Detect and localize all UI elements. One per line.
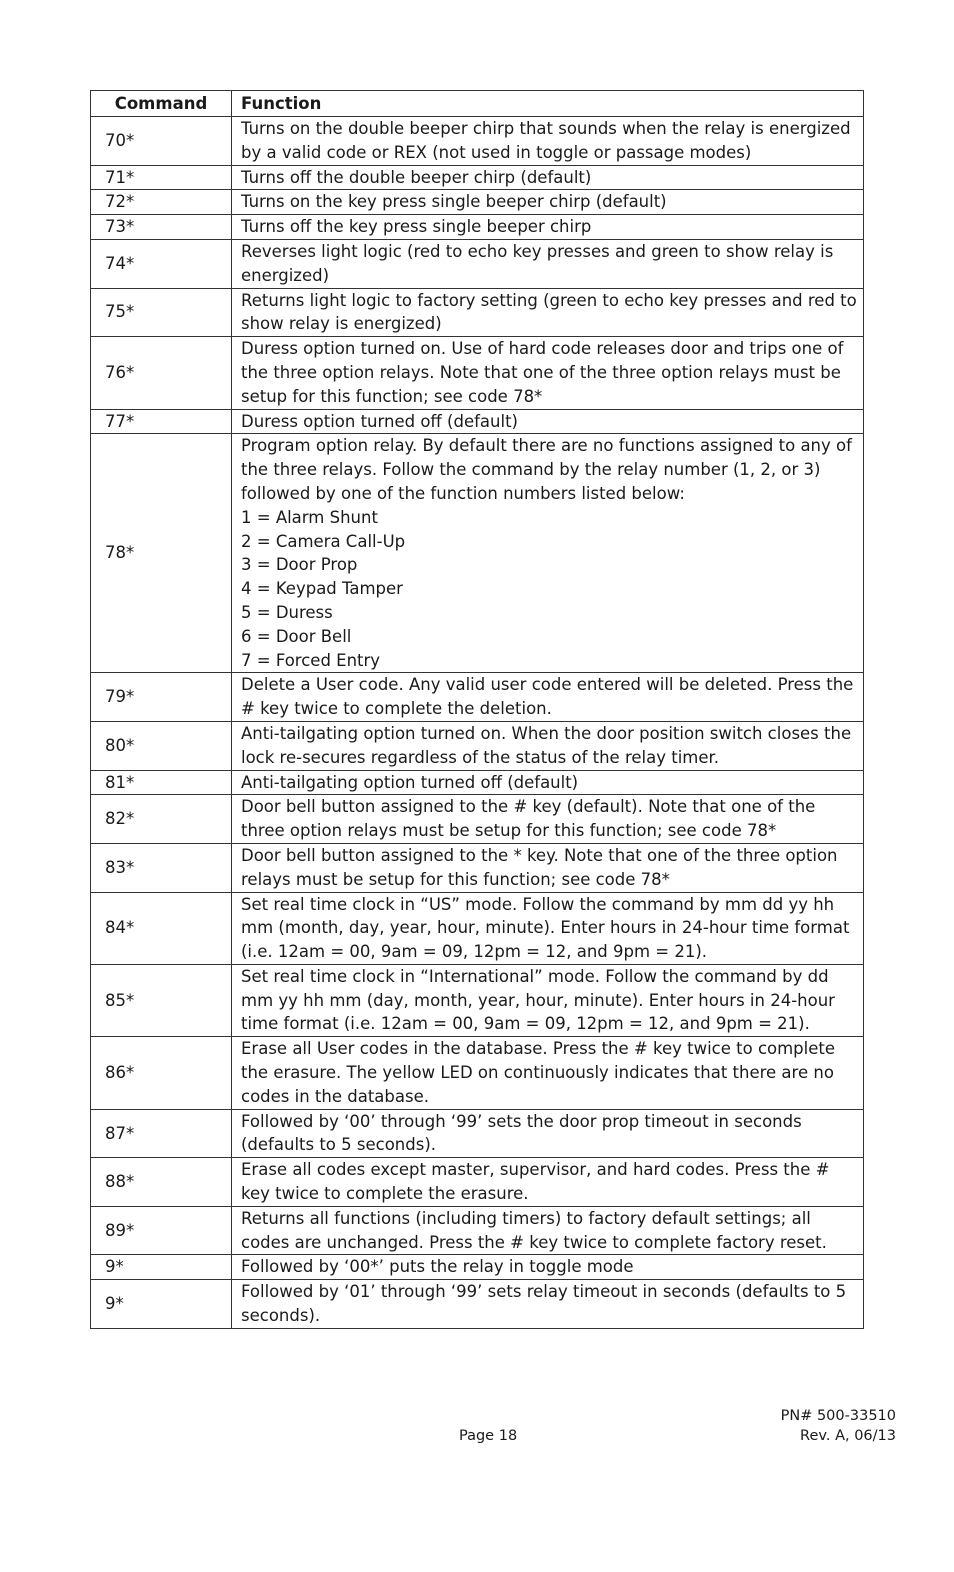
table-row — [91, 190, 864, 215]
table-row — [91, 1280, 864, 1329]
table-row — [91, 1109, 864, 1158]
function-cell — [232, 190, 864, 215]
function-text-line: Turns on the key press single beeper chirp (default) — [241, 192, 667, 212]
function-text-line: Returns light logic to factory setting (green to echo key presses and red to show relay is energized) — [241, 290, 857, 334]
function-cell — [232, 795, 864, 844]
command-cell: 81* — [91, 770, 232, 795]
function-text-line: Followed by ‘01’ through ‘99’ sets relay timeout in seconds (defaults to 5 seconds). — [241, 1282, 847, 1326]
command-cell: 75* — [91, 288, 232, 337]
function-cell — [232, 165, 864, 190]
command-cell: 71* — [91, 165, 232, 190]
table-row — [91, 434, 864, 673]
function-text-line: Set real time clock in “US” mode. Follow the command by mm dd yy hh mm (month, day, year, hour, minute). Enter hours in 24-hour time format (i.e. 12am = 00, 9am = 09, 12pm = 12, and 9pm = 21). — [241, 894, 850, 962]
function-text-line: Anti-tailgating option turned off (default) — [241, 772, 579, 792]
function-text-line: 6 = Door Bell — [241, 626, 352, 646]
function-text-line: Erase all codes except master, supervisor, and hard codes. Press the # key twice to complete the erasure. — [241, 1160, 830, 1204]
function-text-line: Reverses light logic (red to echo key presses and green to show relay is energized) — [241, 241, 834, 285]
function-cell — [232, 721, 864, 770]
function-text-line: Turns off the double beeper chirp (default) — [241, 167, 592, 187]
function-text-line: 2 = Camera Call-Up — [241, 531, 406, 551]
table-row — [91, 673, 864, 722]
table-row — [91, 337, 864, 409]
function-text-line: Door bell button assigned to the * key. Note that one of the three option relays must be setup for this function; see code 78* — [241, 845, 838, 889]
command-cell: 89* — [91, 1206, 232, 1255]
table-row — [91, 843, 864, 892]
table-row — [91, 117, 864, 166]
command-cell: 82* — [91, 795, 232, 844]
table-row — [91, 795, 864, 844]
table-row — [91, 215, 864, 240]
function-text-line: 5 = Duress — [241, 602, 333, 622]
function-text-line: Followed by ‘00’ through ‘99’ sets the door prop timeout in seconds (defaults to 5 seconds). — [241, 1111, 802, 1155]
function-cell — [232, 1109, 864, 1158]
command-cell: 83* — [91, 843, 232, 892]
function-text-line: Erase all User codes in the database. Press the # key twice to complete the erasure. The yellow LED on continuously indicates that there are no codes in the database. — [241, 1039, 836, 1106]
command-cell: 87* — [91, 1109, 232, 1158]
command-cell: 76* — [91, 337, 232, 409]
function-cell — [232, 1037, 864, 1109]
function-text-line: Turns off the key press single beeper chirp — [241, 217, 592, 237]
command-cell: 77* — [91, 409, 232, 434]
part-number: PN# 500-33510 — [780, 1408, 896, 1424]
revision: Rev. A, 06/13 — [800, 1428, 896, 1444]
table-row — [91, 1158, 864, 1207]
function-cell — [232, 964, 864, 1036]
command-cell: 88* — [91, 1158, 232, 1207]
function-text-line: 7 = Forced Entry — [241, 650, 381, 670]
function-cell — [232, 409, 864, 434]
command-cell: 9* — [91, 1255, 232, 1280]
table-row — [91, 288, 864, 337]
function-cell — [232, 1255, 864, 1280]
command-cell: 72* — [91, 190, 232, 215]
command-cell: 86* — [91, 1037, 232, 1109]
command-cell: 78* — [91, 434, 232, 673]
table-row — [91, 239, 864, 288]
command-cell: 84* — [91, 892, 232, 964]
command-table — [90, 90, 864, 1329]
function-cell — [232, 770, 864, 795]
function-text-line: Duress option turned on. Use of hard code releases door and trips one of the three option relays. Note that one of the three option relays must be setup for this function; see code 78* — [241, 339, 844, 406]
function-text-line: 3 = Door Prop — [241, 555, 358, 575]
command-cell: 73* — [91, 215, 232, 240]
table-row — [91, 1255, 864, 1280]
function-cell — [232, 337, 864, 409]
function-text-line: Set real time clock in “International” mode. Follow the command by dd mm yy hh mm (day, month, year, hour, minute). Enter hours in 24-hour time format (i.e. 12am = 00, 9am = 09, 12pm = 12, and 9pm = 21). — [241, 966, 835, 1034]
column-header-function: Function — [232, 91, 864, 117]
command-cell: 85* — [91, 964, 232, 1036]
function-text-line: Delete a User code. Any valid user code entered will be deleted. Press the # key twice to complete the deletion. — [241, 675, 854, 719]
table-row — [91, 165, 864, 190]
function-cell — [232, 239, 864, 288]
function-cell — [232, 288, 864, 337]
function-text-line: Program option relay. By default there are no functions assigned to any of the three relays. Follow the command by the relay number (1, 2, or 3) followed by one of the function numbers listed below: — [241, 436, 852, 503]
page-number: Page 18 — [459, 1428, 518, 1444]
table-row — [91, 964, 864, 1036]
function-cell — [232, 1158, 864, 1207]
command-cell: 70* — [91, 117, 232, 166]
function-text-line: 4 = Keypad Tamper — [241, 579, 403, 599]
function-cell — [232, 892, 864, 964]
function-cell — [232, 434, 864, 673]
function-cell — [232, 843, 864, 892]
function-text-line: 1 = Alarm Shunt — [241, 507, 378, 527]
command-cell: 74* — [91, 239, 232, 288]
function-text-line: Returns all functions (including timers) to factory default settings; all codes are unchanged. Press the # key twice to complete factory reset. — [241, 1208, 827, 1252]
command-cell: 79* — [91, 673, 232, 722]
function-cell — [232, 117, 864, 166]
table-body — [91, 117, 864, 1329]
table-header-row — [91, 91, 864, 117]
function-cell — [232, 1280, 864, 1329]
function-text-line: Followed by ‘00*’ puts the relay in toggle mode — [241, 1257, 634, 1277]
function-text-line: Anti-tailgating option turned on. When the door position switch closes the lock re-secures regardless of the status of the relay timer. — [241, 723, 852, 767]
function-cell — [232, 673, 864, 722]
function-text-line: Door bell button assigned to the # key (default). Note that one of the three option relays must be setup for this function; see code 78* — [241, 797, 816, 841]
table-row — [91, 409, 864, 434]
table-row — [91, 892, 864, 964]
column-header-command: Command — [91, 91, 232, 117]
table-row — [91, 1037, 864, 1109]
table-row — [91, 1206, 864, 1255]
function-text-line: Duress option turned off (default) — [241, 411, 518, 431]
function-cell — [232, 215, 864, 240]
command-cell: 80* — [91, 721, 232, 770]
function-text-line: Turns on the double beeper chirp that sounds when the relay is energized by a valid code or REX (not used in toggle or passage modes) — [241, 119, 851, 162]
table-row — [91, 721, 864, 770]
table-row — [91, 770, 864, 795]
function-cell — [232, 1206, 864, 1255]
command-cell: 9* — [91, 1280, 232, 1329]
